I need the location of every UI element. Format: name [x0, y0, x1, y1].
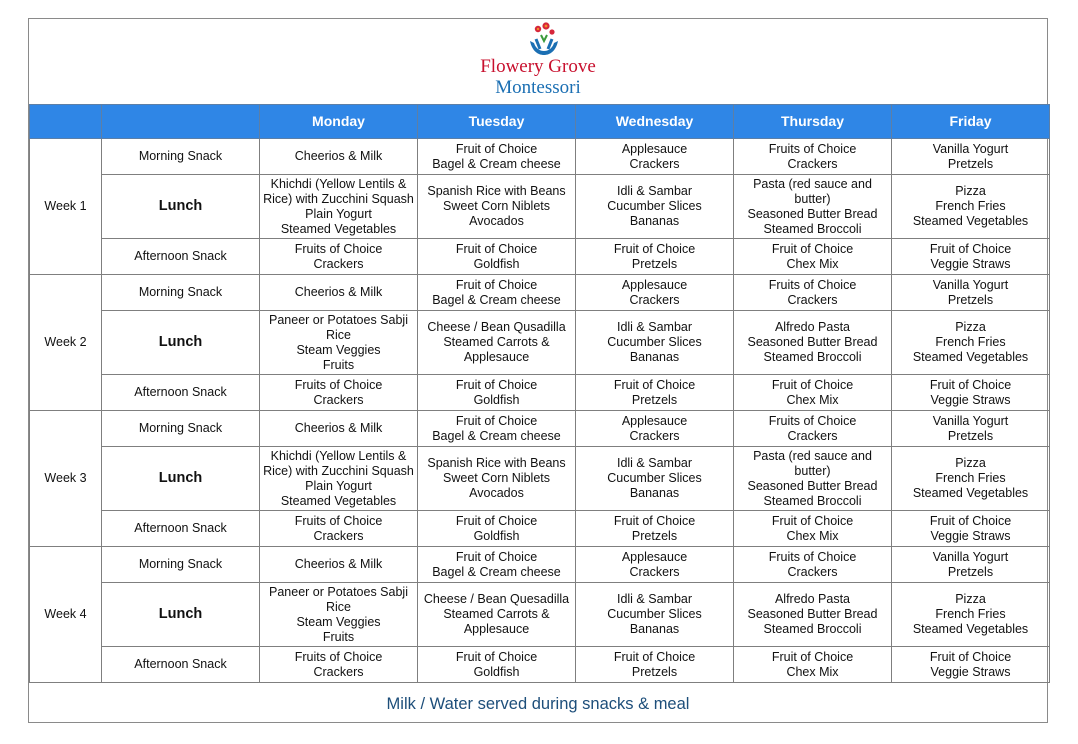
menu-item: Fruit of Choice: [455, 141, 538, 156]
menu-cell: [892, 511, 1050, 547]
menu-item: French Fries: [935, 471, 1006, 485]
menu-item: Applesauce: [621, 141, 688, 156]
table-row: [30, 275, 1050, 311]
menu-item: Seasoned Butter Bread: [747, 335, 878, 349]
menu-item: Fruit of Choice: [455, 513, 538, 528]
menu-item: Fruit of Choice: [771, 513, 854, 528]
menu-cell: [734, 447, 892, 511]
menu-item: Fruit of Choice: [455, 241, 538, 256]
menu-item: Crackers: [629, 292, 680, 307]
menu-item: Crackers: [313, 256, 364, 271]
table-row: [30, 375, 1050, 411]
day-header: Thursday: [734, 105, 892, 139]
menu-item: Pretzels: [947, 428, 994, 443]
menu-item: Fruits of Choice: [294, 649, 383, 664]
menu-item: Fruits of Choice: [294, 513, 383, 528]
menu-item: Cheerios & Milk: [294, 557, 383, 571]
menu-cell: [892, 583, 1050, 647]
meal-label: Morning Snack: [102, 275, 260, 311]
menu-item: Rice: [325, 327, 351, 342]
menu-cell: [892, 447, 1050, 511]
menu-item: Applesauce: [463, 622, 530, 636]
menu-item: Fruits: [322, 357, 355, 372]
menu-item: Chex Mix: [786, 256, 839, 271]
menu-cell: [734, 647, 892, 683]
menu-item: Pretzels: [631, 528, 678, 543]
menu-item: Alfredo Pasta: [774, 592, 851, 606]
menu-item: Pizza: [955, 456, 986, 470]
menu-item: French Fries: [935, 199, 1006, 213]
menu-item: Vanilla Yogurt: [932, 141, 1009, 156]
meal-label: Morning Snack: [102, 411, 260, 447]
menu-cell: [418, 647, 576, 683]
menu-item: Fruits of Choice: [768, 549, 857, 564]
menu-item: Rice) with Zucchini Squash: [263, 191, 414, 206]
menu-item: Vanilla Yogurt: [932, 549, 1009, 564]
menu-item: Bananas: [629, 622, 680, 636]
menu-item: Paneer or Potatoes Sabji: [269, 312, 408, 327]
menu-cell: [576, 647, 734, 683]
menu-cell: [734, 175, 892, 239]
menu-cell: [260, 139, 418, 175]
table-row: [30, 511, 1050, 547]
menu-cell: [734, 583, 892, 647]
menu-cell: [260, 511, 418, 547]
menu-item: Bagel & Cream cheese: [432, 564, 561, 579]
menu-cell: [576, 447, 734, 511]
table-row: [30, 547, 1050, 583]
menu-item: Steamed Broccoli: [763, 493, 862, 508]
menu-cell: [576, 311, 734, 375]
menu-cell: [576, 275, 734, 311]
menu-item: Rice) with Zucchini Squash: [263, 463, 414, 478]
brand-subtitle: Montessori: [495, 77, 581, 98]
menu-cell: [260, 647, 418, 683]
day-header: Friday: [892, 105, 1050, 139]
menu-item: Bananas: [629, 214, 680, 228]
menu-item: Crackers: [313, 664, 364, 679]
menu-item: Fruit of Choice: [613, 513, 696, 528]
menu-item: Crackers: [313, 528, 364, 543]
menu-item: Applesauce: [463, 350, 530, 364]
menu-page: [28, 18, 1048, 723]
menu-item: Cheerios & Milk: [294, 421, 383, 435]
meal-label: Lunch: [102, 583, 260, 647]
menu-cell: [576, 175, 734, 239]
menu-item: Cheese / Bean Quesadilla: [423, 592, 570, 606]
menu-item: Cheerios & Milk: [294, 285, 383, 299]
week-label: Week 1: [30, 139, 102, 275]
menu-item: Cucumber Slices: [607, 607, 702, 621]
menu-item: Veggie Straws: [930, 664, 1011, 679]
menu-item: Applesauce: [621, 277, 688, 292]
menu-item: Goldfish: [473, 528, 520, 543]
menu-item: Veggie Straws: [930, 256, 1011, 271]
menu-item: Pretzels: [947, 564, 994, 579]
menu-item: Pizza: [955, 320, 986, 334]
menu-cell: [418, 375, 576, 411]
menu-item: Chex Mix: [786, 528, 839, 543]
menu-cell: [576, 239, 734, 275]
table-row: [30, 583, 1050, 647]
header: [29, 19, 1047, 103]
menu-item: Pizza: [955, 184, 986, 198]
menu-item: Goldfish: [473, 256, 520, 271]
menu-cell: [260, 411, 418, 447]
menu-cell: [734, 547, 892, 583]
meal-label: Afternoon Snack: [102, 239, 260, 275]
menu-item: Veggie Straws: [930, 528, 1011, 543]
menu-cell: [892, 275, 1050, 311]
menu-item: Pretzels: [631, 392, 678, 407]
menu-cell: [734, 275, 892, 311]
menu-cell: [418, 411, 576, 447]
menu-item: Idli & Sambar: [616, 184, 693, 198]
menu-cell: [418, 239, 576, 275]
header-blank-meal: [102, 105, 260, 139]
menu-cell: [734, 139, 892, 175]
menu-item: Fruits of Choice: [768, 141, 857, 156]
menu-item: Spanish Rice with Beans: [427, 184, 566, 198]
menu-cell: [418, 447, 576, 511]
menu-item: Crackers: [629, 428, 680, 443]
menu-item: Fruits of Choice: [768, 413, 857, 428]
menu-item: Applesauce: [621, 549, 688, 564]
menu-item: Crackers: [629, 564, 680, 579]
menu-item: Fruit of Choice: [771, 649, 854, 664]
menu-item: Pizza: [955, 592, 986, 606]
meal-label: Morning Snack: [102, 139, 260, 175]
menu-item: Fruit of Choice: [929, 377, 1012, 392]
menu-cell: [418, 511, 576, 547]
day-header: Wednesday: [576, 105, 734, 139]
menu-cell: [892, 139, 1050, 175]
menu-cell: [260, 311, 418, 375]
menu-cell: [260, 239, 418, 275]
menu-item: Fruit of Choice: [613, 649, 696, 664]
menu-cell: [892, 311, 1050, 375]
menu-item: Cheerios & Milk: [294, 149, 383, 163]
menu-item: Khichdi (Yellow Lentils &: [270, 448, 407, 463]
menu-item: Steamed Vegetables: [280, 221, 397, 236]
menu-item: Veggie Straws: [930, 392, 1011, 407]
menu-item: Steamed Vegetables: [912, 214, 1029, 228]
menu-item: Steamed Carrots &: [443, 607, 550, 621]
brand-name: Flowery Grove: [480, 56, 596, 77]
menu-item: Goldfish: [473, 392, 520, 407]
menu-cell: [576, 375, 734, 411]
menu-item: Pretzels: [947, 156, 994, 171]
menu-item: Pretzels: [947, 292, 994, 307]
menu-cell: [734, 411, 892, 447]
menu-cell: [576, 511, 734, 547]
menu-item: Avocados: [469, 486, 524, 500]
menu-item: Fruit of Choice: [455, 413, 538, 428]
menu-item: Paneer or Potatoes Sabji: [269, 584, 408, 599]
menu-item: Steamed Vegetables: [912, 622, 1029, 636]
menu-item: Pretzels: [631, 664, 678, 679]
menu-item: Bagel & Cream cheese: [432, 428, 561, 443]
menu-item: French Fries: [935, 335, 1006, 349]
menu-cell: [260, 175, 418, 239]
menu-item: Crackers: [629, 156, 680, 171]
header-blank-week: [30, 105, 102, 139]
menu-item: Applesauce: [621, 413, 688, 428]
footer-note: Milk / Water served during snacks & meal: [386, 695, 690, 713]
menu-item: Alfredo Pasta: [774, 320, 851, 334]
menu-item: Steamed Vegetables: [912, 350, 1029, 364]
meal-label: Morning Snack: [102, 547, 260, 583]
flower-hands-logo-icon: [524, 21, 564, 59]
menu-item: Pasta (red sauce and: [753, 176, 872, 191]
menu-item: Crackers: [787, 292, 838, 307]
table-row: [30, 175, 1050, 239]
menu-cell: [734, 511, 892, 547]
menu-item: Idli & Sambar: [616, 320, 693, 334]
day-header: Monday: [260, 105, 418, 139]
menu-item: Fruit of Choice: [455, 549, 538, 564]
menu-cell: [892, 239, 1050, 275]
menu-item: Vanilla Yogurt: [932, 277, 1009, 292]
menu-item: Seasoned Butter Bread: [747, 478, 878, 493]
menu-cell: [734, 311, 892, 375]
menu-item: Rice: [325, 599, 351, 614]
week-label: Week 3: [30, 411, 102, 547]
meal-label: Afternoon Snack: [102, 375, 260, 411]
menu-item: Pretzels: [631, 256, 678, 271]
menu-item: Plain Yogurt: [305, 478, 372, 493]
menu-cell: [260, 275, 418, 311]
table-row: [30, 447, 1050, 511]
menu-cell: [418, 583, 576, 647]
menu-item: Fruit of Choice: [929, 649, 1012, 664]
menu-item: Bananas: [629, 486, 680, 500]
menu-item: Cucumber Slices: [607, 335, 702, 349]
menu-cell: [418, 275, 576, 311]
menu-item: Fruits of Choice: [768, 277, 857, 292]
menu-item: Fruits: [322, 629, 355, 644]
menu-item: Fruit of Choice: [929, 513, 1012, 528]
menu-item: Steamed Vegetables: [280, 493, 397, 508]
menu-cell: [576, 583, 734, 647]
menu-item: Steamed Carrots &: [443, 335, 550, 349]
menu-item: Cheese / Bean Qusadilla: [427, 320, 566, 334]
table-row: [30, 239, 1050, 275]
menu-item: Vanilla Yogurt: [932, 413, 1009, 428]
menu-cell: [418, 175, 576, 239]
menu-cell: [576, 411, 734, 447]
menu-item: Goldfish: [473, 664, 520, 679]
menu-item: Avocados: [469, 214, 524, 228]
menu-item: Bagel & Cream cheese: [432, 156, 561, 171]
menu-item: Plain Yogurt: [305, 206, 372, 221]
menu-cell: [892, 375, 1050, 411]
menu-cell: [418, 139, 576, 175]
menu-item: Steam Veggies: [296, 342, 381, 357]
day-header: Tuesday: [418, 105, 576, 139]
menu-body: [30, 139, 1050, 683]
menu-item: Fruit of Choice: [771, 377, 854, 392]
meal-label: Lunch: [102, 447, 260, 511]
meal-label: Lunch: [102, 175, 260, 239]
menu-cell: [734, 375, 892, 411]
menu-item: French Fries: [935, 607, 1006, 621]
menu-item: Fruit of Choice: [929, 241, 1012, 256]
week-label: Week 2: [30, 275, 102, 411]
menu-item: Chex Mix: [786, 664, 839, 679]
menu-item: Seasoned Butter Bread: [747, 607, 878, 621]
menu-cell: [260, 447, 418, 511]
menu-item: Chex Mix: [786, 392, 839, 407]
menu-cell: [576, 547, 734, 583]
menu-cell: [418, 547, 576, 583]
menu-item: Idli & Sambar: [616, 456, 693, 470]
menu-item: Sweet Corn Niblets: [443, 199, 550, 213]
menu-cell: [892, 411, 1050, 447]
menu-item: Khichdi (Yellow Lentils &: [270, 176, 407, 191]
meal-label: Afternoon Snack: [102, 647, 260, 683]
menu-cell: [892, 647, 1050, 683]
menu-item: Sweet Corn Niblets: [443, 471, 550, 485]
menu-cell: [734, 239, 892, 275]
menu-item: Fruit of Choice: [455, 377, 538, 392]
menu-item: Crackers: [787, 564, 838, 579]
menu-item: Crackers: [313, 392, 364, 407]
menu-cell: [260, 375, 418, 411]
table-row: [30, 647, 1050, 683]
menu-cell: [892, 547, 1050, 583]
menu-item: Fruit of Choice: [455, 649, 538, 664]
meal-label: Afternoon Snack: [102, 511, 260, 547]
menu-item: Steam Veggies: [296, 614, 381, 629]
menu-item: Fruit of Choice: [613, 377, 696, 392]
menu-item: Idli & Sambar: [616, 592, 693, 606]
table-row: [30, 311, 1050, 375]
table-row: [30, 411, 1050, 447]
menu-item: Fruit of Choice: [771, 241, 854, 256]
menu-item: butter): [794, 191, 831, 206]
menu-cell: [892, 175, 1050, 239]
menu-cell: [576, 139, 734, 175]
menu-item: Bananas: [629, 350, 680, 364]
table-header-row: [30, 105, 1050, 139]
menu-cell: [418, 311, 576, 375]
menu-item: Fruit of Choice: [455, 277, 538, 292]
menu-item: Fruits of Choice: [294, 377, 383, 392]
meal-label: Lunch: [102, 311, 260, 375]
menu-table: [29, 104, 1050, 683]
menu-item: Pasta (red sauce and: [753, 448, 872, 463]
menu-item: Fruits of Choice: [294, 241, 383, 256]
menu-item: Cucumber Slices: [607, 199, 702, 213]
menu-item: Fruit of Choice: [613, 241, 696, 256]
menu-cell: [260, 547, 418, 583]
menu-item: butter): [794, 463, 831, 478]
menu-item: Bagel & Cream cheese: [432, 292, 561, 307]
menu-item: Cucumber Slices: [607, 471, 702, 485]
menu-item: Steamed Broccoli: [763, 221, 862, 236]
menu-item: Steamed Broccoli: [763, 350, 862, 364]
menu-item: Steamed Broccoli: [763, 622, 862, 636]
menu-cell: [260, 583, 418, 647]
week-label: Week 4: [30, 547, 102, 683]
menu-item: Crackers: [787, 156, 838, 171]
table-row: [30, 139, 1050, 175]
menu-item: Steamed Vegetables: [912, 486, 1029, 500]
menu-item: Seasoned Butter Bread: [747, 206, 878, 221]
menu-item: Crackers: [787, 428, 838, 443]
menu-item: Spanish Rice with Beans: [427, 456, 566, 470]
